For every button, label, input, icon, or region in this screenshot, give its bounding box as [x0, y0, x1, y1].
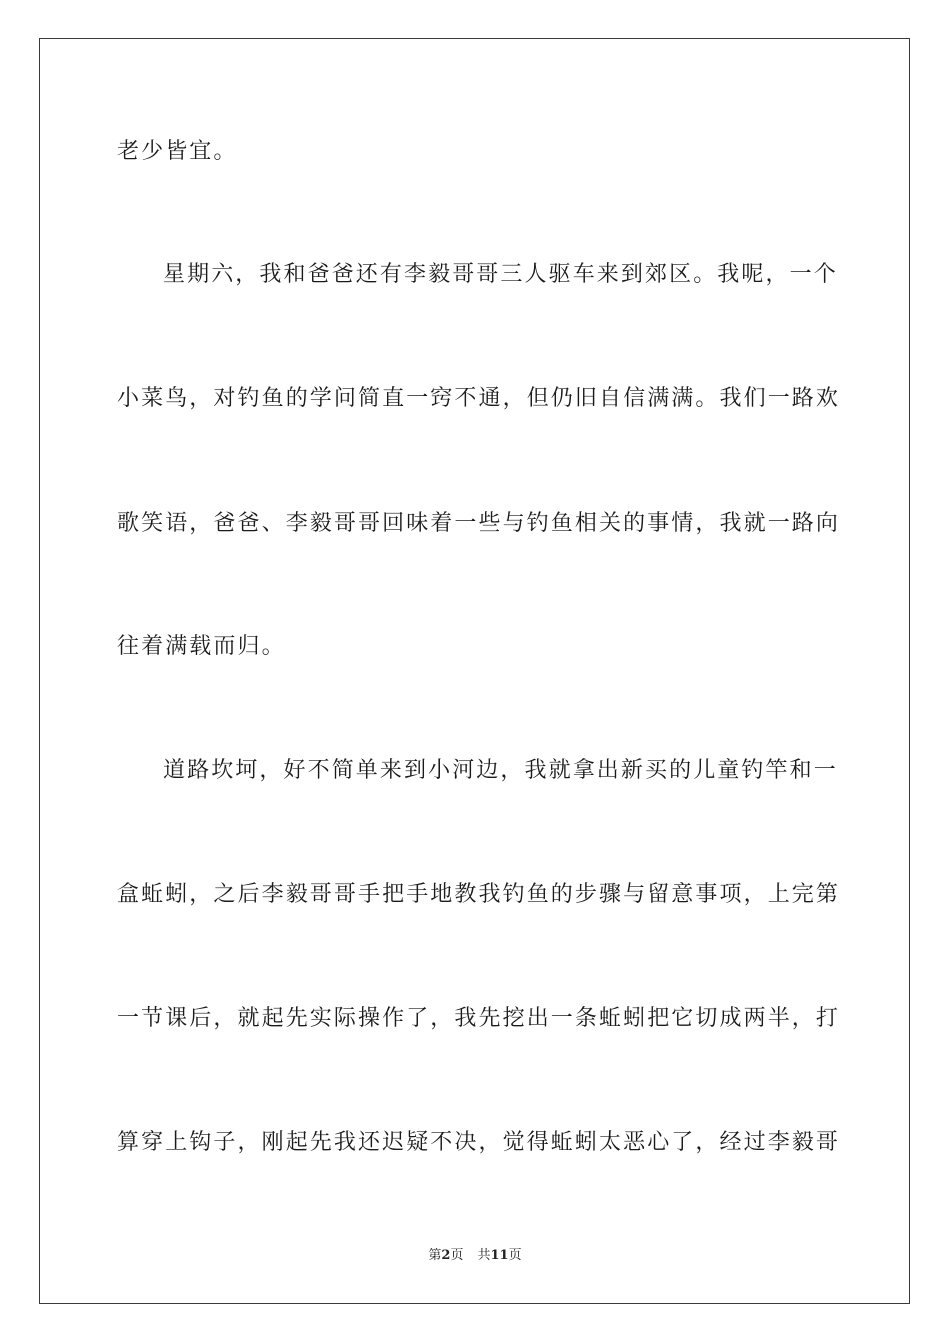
text-line-9: 算穿上钩子，刚起先我还迟疑不决，觉得蚯蚓太恶心了，经过李毅哥 [117, 1130, 841, 1155]
page-total: 共11页 [477, 1248, 522, 1263]
page-number: 第2页 [428, 1248, 464, 1263]
text-line-5: 往着满载而归。 [117, 634, 286, 659]
text-line-6: 道路坎坷，好不简单来到小河边，我就拿出新买的儿童钓竿和一 [163, 758, 838, 783]
text-line-7: 盒蚯蚓，之后李毅哥哥手把手地教我钓鱼的步骤与留意事项，上完第 [117, 882, 841, 907]
text-line-4: 歌笑语，爸爸、李毅哥哥回味着一些与钓鱼相关的事情，我就一路向 [117, 511, 841, 536]
text-line-3: 小菜鸟，对钓鱼的学问简直一窍不通，但仍旧自信满满。我们一路欢 [117, 386, 841, 411]
text-line-2: 星期六，我和爸爸还有李毅哥哥三人驱车来到郊区。我呢，一个 [163, 262, 838, 287]
page-frame [39, 38, 910, 1304]
text-line-8: 一节课后，就起先实际操作了，我先挖出一条蚯蚓把它切成两半，打 [117, 1006, 841, 1031]
page-footer [0, 1247, 950, 1265]
text-line-1: 老少皆宜。 [117, 139, 238, 164]
